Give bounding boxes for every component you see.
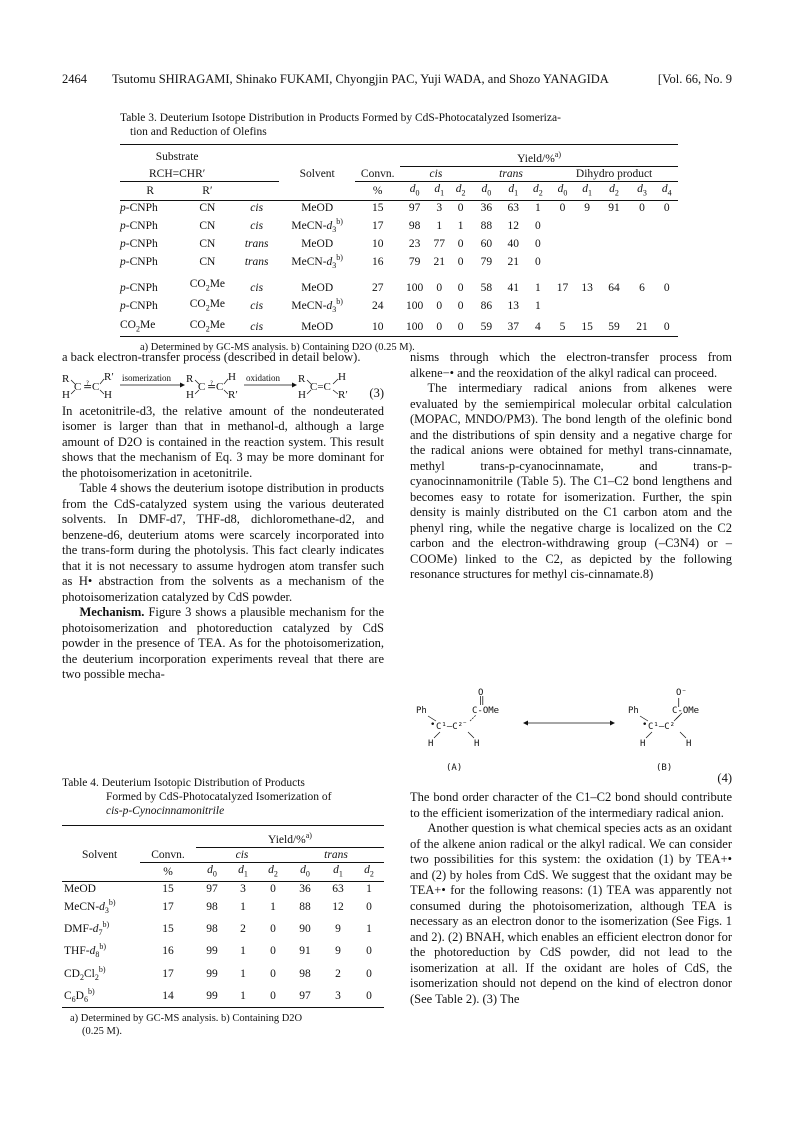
table4-row [62, 985, 384, 1008]
table3-cell [655, 237, 678, 251]
table4-caption-line3: cis-p-Cynocinnamonitrile [106, 805, 225, 817]
t4-h-d2-5: $d_2$ [364, 863, 374, 879]
table3-cell: 27 [371, 282, 384, 295]
table3-row [120, 318, 678, 337]
table3-cell: 64 [608, 282, 620, 295]
table3-cell: 17 [371, 220, 384, 233]
table4-cell: 63 [332, 883, 344, 896]
table3-cell: 86 [480, 300, 493, 313]
table3-cell: cis [250, 300, 264, 313]
t3-h-dihydro: Dihydro product [550, 166, 678, 181]
table4-cell: 17 [162, 901, 174, 914]
table3-cell: 1 [457, 220, 464, 233]
right-para-3: The bond order character of the C1–C2 bond should contribute to the efficient isomerization of the intermediary radical anion. [410, 790, 732, 820]
table4-cell: 98 [299, 967, 311, 980]
table4-cell: $CD_2Cl_2^{b)}$ [64, 964, 106, 982]
table3-cell: 59 [480, 320, 493, 333]
table4-cell: MeCN-$d_3^{b)}$ [64, 898, 116, 916]
table4-footnote-line1: a) Determined by GC-MS analysis. b) Containing D2O [70, 1012, 303, 1024]
table4-cell: 3 [240, 883, 246, 896]
svg-text:O: O [478, 688, 484, 698]
table3-cell: 4 [534, 320, 541, 333]
table3-caption-line1: Table 3. Deuterium Isotope Distribution in Products Formed by CdS-Photocatalyzed Isomeriza- [120, 112, 561, 124]
t3-h-d2-8: $d_2$ [609, 182, 619, 198]
table4-cell: 1 [270, 901, 276, 914]
svg-text:Ph: Ph [416, 706, 427, 716]
left-para-1: a back electron-transfer process (described in detail below). [62, 350, 361, 364]
table3-cell: 0 [457, 202, 464, 215]
svg-text:C: C [216, 380, 224, 393]
t4-h-cis: cis [196, 847, 288, 862]
table3-cell: 0 [663, 282, 670, 295]
page-number: 2464 [62, 72, 87, 86]
table3-cell: 88 [480, 220, 493, 233]
table3-footnote: a) Determined by GC-MS analysis. b) Containing D2O (0.25 M). [140, 341, 415, 353]
t4-h-d1-1: $d_1$ [238, 863, 248, 879]
table3-cell: 91 [608, 202, 620, 215]
table3-cell: 0 [457, 300, 464, 313]
table3-cell: 24 [371, 300, 384, 313]
svg-text:•: • [430, 720, 436, 730]
table3-cell: 0 [559, 202, 566, 215]
table4-cell: 0 [366, 901, 372, 914]
table4-cell: 0 [270, 967, 276, 980]
table3-cell: 10 [371, 238, 384, 251]
table3-cell: 1 [534, 282, 541, 295]
t3-h-d3-9: $d_3$ [637, 182, 647, 198]
table3-cell: 21 [433, 256, 446, 269]
table4-cell: 9 [335, 945, 341, 958]
table3-cell: 21 [636, 320, 648, 333]
t3-h-substrate: Substrate [155, 151, 199, 164]
table3-row [120, 215, 678, 237]
table3-cell [550, 251, 575, 273]
resonance-structures [410, 683, 732, 787]
table3-cell: 3 [436, 202, 443, 215]
table4-cell: 99 [206, 989, 218, 1002]
table4-cell: 0 [366, 967, 372, 980]
table4-cell: 2 [240, 923, 246, 936]
t3-h-pct: % [372, 184, 383, 197]
table3-cell: 37 [507, 320, 519, 333]
svg-text:H: H [298, 388, 306, 401]
table3-cell: trans [244, 238, 269, 251]
svg-text:H: H [640, 739, 646, 749]
table4-cell: 15 [162, 883, 174, 896]
right-para-2: The intermediary radical anions from alkenes were evaluated by the semiempirical molecular orbital calculation (MOPAC, MNDO/PM3). The bond length of the olefinic bond and the distributions of spin density and a negative charge for the radical anions were obtained for methyl trans-cinnamate, methyl trans-p-cyanocinnamate, and trans-p-cyanocinnamonitrile (Table 5). The C1–C2 bond lengthens and becomes easy to rotate for isomerization. Further, the spin density is mainly distributed on the C1 carbon atom and the phenyl ring, while the negative charge is localized on the C2 carbon and the electron-withdrawing group (–C3N4) or –COOMe) linked to the C2, as depicted by the following resonance structures for methyl cis-cinnamate.8) [410, 381, 732, 581]
svg-text:⁻: ⁻ [462, 720, 468, 730]
table4-cell: 98 [206, 901, 218, 914]
svg-text:O⁻: O⁻ [676, 688, 687, 698]
svg-text:Ph: Ph [628, 706, 639, 716]
table4-cell: 1 [366, 923, 372, 936]
table3-cell [575, 251, 600, 273]
table4-cell: 0 [270, 989, 276, 1002]
svg-text:C¹—C²: C¹—C² [436, 722, 464, 732]
table3-cell: 0 [663, 320, 670, 333]
table3-cell: 0 [436, 282, 443, 295]
table4-caption [62, 776, 384, 818]
t3-h-d4-10: $d_4$ [661, 182, 672, 198]
table4-cell: 97 [206, 883, 218, 896]
table3-cell: MeOD [301, 282, 334, 295]
table4-cell: $C_6D_6^{b)}$ [64, 986, 95, 1004]
table3-cell: MeCN-$d_3^{b)}$ [291, 297, 343, 315]
t3-h-yield: Yield/%$^{a)}$ [400, 145, 678, 167]
table3-cell: 1 [534, 300, 541, 313]
eq3-arrow-label-2: oxidation [246, 372, 280, 383]
table3-cell: $CO_2Me$ [189, 318, 226, 333]
table4-cell: 2 [335, 967, 341, 980]
svg-text:R: R [298, 372, 306, 385]
right-column-lower [410, 790, 732, 1007]
table3-cell: p-CNPh [120, 256, 158, 269]
table3-cell: 97 [408, 202, 421, 215]
table3-cell [599, 251, 628, 273]
table3-cell: cis [250, 282, 264, 295]
svg-text:C: C [92, 380, 100, 393]
table3-cell: 0 [457, 238, 464, 251]
t4-h-trans: trans [288, 847, 384, 862]
table3-cell [575, 215, 600, 237]
author-line: Tsutomu SHIRAGAMI, Shinako FUKAMI, Chyongjin PAC, Yuji WADA, and Shozo YANAGIDA [112, 72, 609, 86]
table3-cell [599, 215, 628, 237]
svg-text:C¹—C²: C¹—C² [648, 722, 676, 732]
table3-cell: 40 [507, 238, 519, 251]
table3-cell: 1 [534, 202, 541, 215]
right-column [410, 350, 732, 583]
table3-cell: 0 [457, 320, 464, 333]
left-para-4: Figure 3 shows a plausible mechanism for the photoisomerization and photoreduction catalyzed by CdS powder in the presence of TEA. As for the photoisomerization, the deuterium incorporation experiments reveal that there are two possible mecha- [62, 605, 385, 681]
table4-cell: DMF-$d_7^{b)}$ [64, 920, 110, 938]
svg-text:R′: R′ [338, 388, 348, 401]
table3-cell: 100 [406, 320, 424, 333]
table3-cell: cis [250, 202, 264, 215]
table4-cell: 0 [270, 945, 276, 958]
table3-cell: cis [250, 320, 264, 333]
svg-text:|: | [676, 698, 682, 708]
table3-cell: p-CNPh [120, 202, 158, 215]
table3-cell: 15 [371, 202, 384, 215]
table3-cell: 23 [408, 238, 421, 251]
right-para-1: nisms through which the electron-transfer process from alkene−• and the reoxidation of the alkyl radical can proceed. [410, 350, 732, 380]
equation-3 [62, 366, 384, 404]
table4-cell: 99 [206, 945, 218, 958]
table3-cell: 79 [408, 256, 421, 269]
table3-cell: CN [199, 202, 216, 215]
table3-cell: 100 [406, 300, 424, 313]
table3-cell: p-CNPh [120, 300, 158, 313]
table3 [120, 144, 678, 354]
svg-text:H: H [186, 388, 194, 401]
table3-cell: 0 [457, 282, 464, 295]
table3-cell: 13 [507, 300, 519, 313]
table3-cell: $CO_2Me$ [120, 318, 156, 333]
table3-cell: 0 [436, 320, 443, 333]
table3-row [120, 237, 678, 251]
t3-h-d1-7: $d_1$ [582, 182, 593, 198]
table3-cell: p-CNPh [120, 220, 158, 233]
table3-cell: 5 [559, 320, 566, 333]
table3-caption [120, 111, 680, 139]
table3-cell: p-CNPh [120, 238, 158, 251]
svg-text:H: H [686, 739, 692, 749]
table4-footnote-line2: (0.25 M). [82, 1025, 122, 1037]
table3-cell [575, 237, 600, 251]
table3-row [120, 251, 678, 273]
t3-h-d0-6: $d_0$ [557, 182, 568, 198]
table3-cell: 58 [480, 282, 493, 295]
t4-h-d1-4: $d_1$ [333, 863, 343, 879]
left-column [62, 350, 384, 683]
equation-3-scheme [62, 366, 384, 404]
t4-h-yield: Yield/%$^{a)}$ [196, 826, 384, 848]
journal-volume: [Vol. 66, No. 9 [657, 72, 732, 86]
table3-cell: MeOD [301, 320, 334, 333]
table3-cell: 59 [608, 320, 620, 333]
mechanism-heading: Mechanism. [79, 605, 145, 619]
t4-h-pct: % [163, 865, 173, 878]
table3-cell: 0 [534, 220, 541, 233]
table4-cell: 98 [206, 923, 218, 936]
table4-cell: 0 [270, 883, 276, 896]
table3-cell [629, 251, 656, 273]
svg-text:H: H [338, 370, 346, 383]
left-para-3: Table 4 shows the deuterium isotope distribution in products from the CdS-catalyzed system using the various deuterated solvents. In DMF-d7, THF-d8, dichloromethane-d2, and benzene-d6, deuterium atoms were scarcely incorporated into the trans-form during the photolysis. This fact clearly indicates that it is not necessary to assume hydrogen atom transfer such as H• abstraction from the solvents as a mechanism of the photoisomerization catalyzed by CdS powder. [62, 481, 384, 604]
table3-cell [655, 215, 678, 237]
table3-cell [550, 237, 575, 251]
table3-cell: 0 [457, 256, 464, 269]
table4-cell: 16 [162, 945, 174, 958]
table3-cell: 36 [480, 202, 493, 215]
running-header [62, 72, 732, 87]
table3-cell: 9 [584, 202, 591, 215]
table3-cell: 41 [507, 282, 519, 295]
t3-h-d2-2: $d_2$ [455, 182, 466, 198]
table3-cell: $CO_2Me$ [189, 278, 226, 293]
eq3-arrow-label-1: isomerization [122, 372, 171, 383]
svg-text:R′: R′ [104, 370, 114, 383]
table4-cell: 15 [162, 923, 174, 936]
t3-h-solvent: Solvent [299, 167, 335, 180]
table3-cell: 100 [406, 282, 424, 295]
svg-text:C: C [198, 380, 206, 393]
table3-cell: 10 [371, 320, 384, 333]
t4-h-solvent: Solvent [82, 848, 118, 861]
t4-h-d0-3: $d_0$ [300, 863, 310, 879]
table3-cell [629, 215, 656, 237]
table3-cell: cis [250, 220, 264, 233]
table4 [62, 825, 384, 1038]
table4-cell: MeOD [64, 883, 96, 896]
table4-cell: 1 [240, 967, 246, 980]
table3-cell [599, 237, 628, 251]
table4-cell: 97 [299, 989, 311, 1002]
svg-text:H: H [428, 739, 434, 749]
table3-cell: 63 [507, 202, 519, 215]
table4-caption-line2: Formed by CdS-Photocatalyzed Isomerization of [106, 791, 332, 803]
svg-text:H: H [104, 388, 112, 401]
table3-cell [629, 295, 656, 317]
table3-row [120, 295, 678, 317]
table4-cell: 0 [366, 945, 372, 958]
table4-cell: 12 [332, 901, 344, 914]
svg-text:H: H [62, 388, 70, 401]
table4-row [62, 940, 384, 962]
table3-cell: 0 [663, 202, 670, 215]
table4-cell: 14 [162, 989, 174, 1002]
eq3-label: (3) [369, 385, 384, 400]
table4-cell: 1 [240, 989, 246, 1002]
table3-cell: MeOD [301, 202, 334, 215]
table4-cell: 1 [240, 945, 246, 958]
t3-h-d2-5: $d_2$ [532, 182, 543, 198]
table4-cell: 91 [299, 945, 311, 958]
right-para-4: Another question is what chemical species acts as an oxidant of the alkene anion radical or the alkyl radical. We can consider two possibilities for this system: the oxidation (1) by TEA+• and (2) by holes from CdS. We suggest that the oxidant may be TEA+• for the following reasons: (1) TEA was apparently not consumed during the photoisomerization, although TEA is necessary as an electron donor to the isomerization (See Figs. 1 and 2). (2) BNAH, which enables an efficient electron donor for the photoreduction by CdS powder, did not lead to the isomerization at all. If the oxidant are holes of CdS, the isomerization should not depend on the kind of electron donor (See Table 2). (3) The [410, 821, 732, 1006]
table3-cell [629, 237, 656, 251]
svg-text:≟: ≟ [207, 380, 217, 393]
t3-h-r: R [146, 184, 155, 197]
svg-text:R: R [186, 372, 194, 385]
table3-cell: 0 [639, 202, 645, 215]
t4-h-convn: Convn. [140, 847, 196, 862]
table3-cell: 13 [581, 282, 593, 295]
table3-cell: trans [244, 256, 269, 269]
table4-cell: 36 [299, 883, 311, 896]
table3-cell: 0 [534, 238, 541, 251]
eq4-label: (4) [717, 771, 732, 785]
table3-cell: 6 [639, 282, 645, 295]
table3-cell: 0 [534, 256, 541, 269]
table4-cell: 1 [240, 901, 246, 914]
table3-row [120, 201, 678, 216]
table4-caption-line1: Table 4. Deuterium Isotopic Distribution of Products [62, 777, 305, 789]
svg-text:R′: R′ [228, 388, 238, 401]
svg-text:R: R [62, 372, 70, 385]
table4-cell: THF-$d_8^{b)}$ [64, 942, 106, 960]
table3-cell: CN [199, 220, 216, 233]
svg-text:H: H [228, 370, 236, 383]
table4-cell: 90 [299, 923, 311, 936]
left-para-2: In acetonitrile-d3, the relative amount of the nondeuterated isomer is larger than that in methanol-d, although a large amount of D2O is contained in the reaction system. This result shows that the mechanism of Eq. 3 may be more dominant for the photoisomerization in acetonitrile. [62, 403, 384, 480]
table4-cell: 88 [299, 901, 311, 914]
table3-cell [655, 295, 678, 317]
svg-text:C-OMe: C-OMe [472, 706, 500, 716]
table3-cell: 77 [433, 238, 446, 251]
t3-h-d0-0: $d_0$ [409, 182, 420, 198]
table3-cell: MeCN-$d_3^{b)}$ [291, 217, 343, 235]
table3-cell [655, 251, 678, 273]
table3-cell: MeOD [301, 238, 334, 251]
table4-cell: 9 [335, 923, 341, 936]
table4-cell: 0 [270, 923, 276, 936]
table3-cell [550, 295, 575, 317]
table3-cell: 21 [507, 256, 519, 269]
table3-cell: 79 [480, 256, 493, 269]
svg-text:‖: ‖ [479, 696, 485, 706]
table3-cell: MeCN-$d_3^{b)}$ [291, 253, 343, 271]
table4-row [62, 918, 384, 940]
table4-cell: 17 [162, 967, 174, 980]
table3-cell: 15 [581, 320, 593, 333]
t3-h-d1-4: $d_1$ [508, 182, 519, 198]
table4-row [62, 882, 384, 897]
table3-cell: CN [199, 238, 216, 251]
svg-text:•: • [642, 720, 648, 730]
table4-row [62, 963, 384, 985]
svg-text:C: C [74, 380, 82, 393]
t3-h-d0-3: $d_0$ [481, 182, 492, 198]
table4-cell: 0 [366, 989, 372, 1002]
table4-cell: 1 [366, 883, 372, 896]
table3-cell: 16 [371, 256, 384, 269]
table4-cell: 3 [335, 989, 341, 1002]
t4-h-d0-0: $d_0$ [207, 863, 217, 879]
t3-h-trans: trans [472, 166, 550, 181]
table3-cell: CN [199, 256, 216, 269]
svg-text:C=C: C=C [310, 380, 331, 393]
svg-text:C-OMe: C-OMe [672, 706, 700, 716]
table3-caption-line2: tion and Reduction of Olefins [130, 126, 267, 138]
svg-text:H: H [474, 739, 480, 749]
table3-cell: 0 [436, 300, 443, 313]
t3-h-cis: cis [400, 166, 472, 181]
table3-cell: 12 [507, 220, 519, 233]
table3-cell: $CO_2Me$ [189, 298, 226, 313]
t3-h-convn: Convn. [355, 166, 400, 181]
table4-cell: 99 [206, 967, 218, 980]
table3-row [120, 273, 678, 295]
structure-b-label: (B) [656, 763, 673, 773]
svg-text:≟: ≟ [83, 380, 93, 393]
table4-row [62, 896, 384, 918]
table3-cell: p-CNPh [120, 282, 158, 295]
table3-cell: 60 [480, 238, 493, 251]
table3-cell [550, 215, 575, 237]
t3-h-d1-1: $d_1$ [434, 182, 445, 198]
table4-footnote [62, 1012, 384, 1038]
t4-h-d2-2: $d_2$ [268, 863, 278, 879]
table3-cell: 17 [556, 282, 569, 295]
table3-cell: 98 [408, 220, 421, 233]
table3-cell [575, 295, 600, 317]
t3-h-rch: RCH=CHR′ [120, 166, 234, 181]
table3-cell [599, 295, 628, 317]
structure-a-label: (A) [446, 763, 463, 773]
t3-h-rp: R′ [202, 184, 213, 197]
table3-cell: 1 [436, 220, 443, 233]
